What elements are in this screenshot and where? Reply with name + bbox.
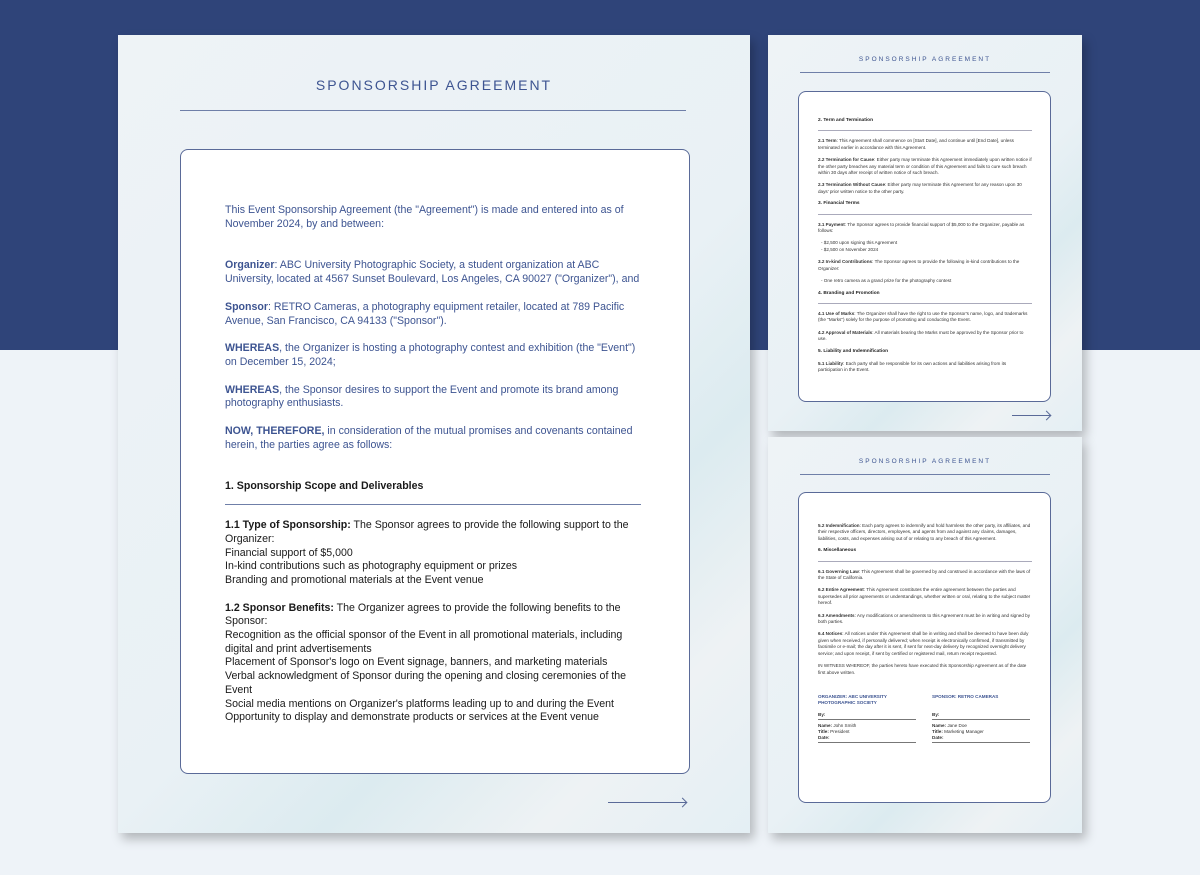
by-label: By:	[818, 711, 826, 717]
party-paragraph	[225, 425, 645, 452]
next-arrow-icon	[1012, 415, 1050, 416]
next-arrow-icon	[608, 802, 686, 803]
clause-item: Verbal acknowledgment of Sponsor during the opening and closing ceremonies of the Event	[225, 670, 627, 696]
clause-label: 1.2 Sponsor Benefits:	[225, 601, 334, 614]
clause-label: 5.2 Indemnification	[818, 523, 860, 528]
clause-label: 5.1 Liability	[818, 360, 844, 366]
clause-text: : Either party may terminate this Agreement immediately upon written notice if the other party breaches any material term or condition of this Agreement and fails to cure such breach within 30 days after receipt of written notice of such breach.	[818, 157, 1032, 176]
section-heading: 2. Term and Termination	[818, 118, 1032, 131]
clause-paragraph	[818, 222, 1032, 235]
clause-paragraph	[818, 259, 1032, 272]
name-label: Name:	[818, 722, 833, 728]
clause-paragraph	[818, 587, 1032, 606]
clause-paragraph	[818, 138, 1032, 151]
signature-by-line	[932, 712, 1030, 720]
clause-paragraph	[818, 157, 1032, 176]
title-value: President	[828, 728, 850, 734]
party-paragraph	[225, 301, 645, 328]
page-1	[118, 35, 750, 833]
clause-text: : All materials bearing the Marks must be approved by the Sponsor prior to use.	[818, 329, 1024, 342]
clause-paragraph	[818, 569, 1032, 582]
clause-text: The Organizer agrees to provide the following benefits to the Sponsor:	[225, 601, 621, 628]
party-paragraph	[225, 259, 645, 286]
clause-paragraph	[818, 631, 1032, 657]
signature-heading: SPONSOR: RETRO CAMERAS	[932, 693, 999, 699]
clause-paragraph	[818, 311, 1032, 324]
page-title: SPONSORSHIP AGREEMENT	[858, 56, 992, 63]
clause-label: 4.1 Use of Marks	[818, 310, 855, 316]
signature-block	[818, 694, 916, 746]
clause-text: : All notices under this Agreement shall be in writing and shall be deemed to have been duly given when received, if personally delivered; when receipt is electronically confirmed, if transmitted by facsimile or e-mail; the day after it is sent, if sent for next-day delivery by recognized overnight delivery service; and upon receipt, if sent by certified or registered mail, return receipt requested.	[818, 631, 1029, 656]
intro-paragraph: This Event Sponsorship Agreement (the "Agreement") is made and entered into as of November 2024, by and between:	[225, 204, 624, 230]
party-paragraph	[225, 342, 645, 369]
clause-item: Recognition as the official sponsor of the Event in all promotional materials, including digital and print advertisements	[225, 629, 623, 655]
clause-label: 6.3 Amendments	[818, 612, 855, 618]
signature-block	[932, 694, 1030, 746]
clause-text: : Any modifications or amendments to this Agreement must be in writing and signed by both parties.	[818, 612, 1031, 625]
party-text: , the Sponsor desires to support the Event and promote its brand among photography enthusiasts.	[225, 383, 619, 410]
section-heading: 4. Branding and Promotion	[818, 291, 1032, 304]
title-label: Title:	[932, 728, 943, 734]
by-label: By:	[932, 711, 940, 717]
clause-text: : Either party may terminate this Agreement for any reason upon 30 days' prior written notice to the other party.	[818, 182, 1022, 194]
clause-label: 3.2 In-kind Contributions	[818, 259, 873, 265]
clause-item: Financial support of $5,000	[225, 546, 353, 559]
party-text: : RETRO Cameras, a photography equipment retailer, located at 789 Pacific Avenue, San Francisco, CA 94133 ("Sponsor").	[225, 300, 625, 327]
party-text: in consideration of the mutual promises and covenants contained herein, the parties agree as follows:	[225, 425, 633, 451]
clause-label: 2.1 Term	[818, 138, 837, 144]
clause-label: 2.3 Termination Without Cause	[818, 182, 885, 188]
list-item: - $2,500 on November 2024	[821, 246, 879, 252]
name-value: Jane Doe	[946, 722, 967, 728]
page-2	[768, 35, 1082, 431]
page-title: SPONSORSHIP AGREEMENT	[858, 458, 992, 465]
clause-paragraph	[818, 361, 1032, 374]
clause-label: 1.1 Type of Sponsorship:	[225, 519, 351, 532]
clause-text: : The Sponsor agrees to provide the following in-kind contributions to the Organizer:	[818, 259, 1020, 271]
signature-date	[932, 735, 1030, 743]
title-divider	[800, 474, 1050, 475]
clause-label: 4.2 Approval of Materials	[818, 329, 873, 335]
clause-text: : Each party shall be responsible for its own actions and liabilities arising from its participation in the Event.	[818, 360, 1007, 373]
clause	[225, 519, 645, 588]
section-heading: 3. Financial Terms	[818, 201, 1032, 214]
section-heading: 6. Miscellaneous	[818, 548, 1032, 561]
section-heading: 5. Liability and Indemnification	[818, 348, 889, 354]
clause-item: Opportunity to display and demonstrate products or services at the Event venue	[225, 711, 599, 724]
list-item: - One retro camera as a grand prize for the photography contest	[821, 278, 952, 284]
clause-paragraph	[818, 613, 1032, 626]
content-box	[798, 492, 1051, 803]
signature-by-line	[818, 712, 916, 720]
clause-text: : This Agreement shall be governed by and construed in accordance with the laws of the State of California.	[818, 568, 1031, 581]
date-label: Date:	[932, 734, 944, 740]
party-label: NOW, THEREFORE,	[225, 425, 325, 438]
title-value: Marketing Manager	[942, 728, 984, 734]
party-label: Sponsor	[225, 300, 268, 313]
clause-paragraph	[818, 182, 1032, 195]
clause-label: 3.1 Payment	[818, 221, 845, 227]
title-divider	[180, 110, 686, 111]
page-title: SPONSORSHIP AGREEMENT	[315, 77, 553, 93]
clause-text: : The Sponsor agrees to provide financial support of $5,000 to the Organizer, payable as follows:	[818, 221, 1025, 234]
title-divider	[800, 72, 1050, 73]
clause-text: : This Agreement constitutes the entire agreement between the parties and supersedes all prior agreements or understandings, whether written or oral, relating to the subject matter hereof.	[818, 587, 1031, 606]
section-heading: 1. Sponsorship Scope and Deliverables	[225, 480, 641, 505]
clause-label: 2.2 Termination for Cause	[818, 157, 875, 163]
party-paragraph	[225, 384, 645, 411]
list-item: - $2,500 upon signing this Agreement	[821, 240, 898, 246]
clause-label: 6.4 Notices	[818, 631, 843, 637]
clause-text: IN WITNESS WHEREOF, the parties hereto have executed this Sponsorship Agreement as of the date first above written.	[818, 663, 1027, 675]
clause-item: In-kind contributions such as photography equipment or prizes	[225, 560, 518, 573]
title-label: Title:	[818, 728, 829, 734]
clause-text: : This Agreement shall commence on [Start Date], and continue until [End Date], unless terminated earlier in accordance with this Agreement.	[818, 138, 1014, 150]
clause-item: Branding and promotional materials at the Event venue	[225, 573, 484, 586]
party-text: , the Organizer is hosting a photography contest and exhibition (the "Event") on December 15, 2024;	[225, 342, 636, 368]
clause-text: The Sponsor agrees to provide the following support to the Organizer:	[225, 519, 629, 545]
parties-list	[225, 259, 645, 452]
clause-paragraph	[818, 523, 1032, 542]
name-label: Name:	[932, 722, 947, 728]
clause	[225, 602, 645, 725]
date-label: Date:	[818, 734, 830, 740]
clause-label: 6.2 Entire Agreement	[818, 587, 864, 593]
clause-text: : The Organizer shall have the right to use the Sponsor's name, logo, and trademarks (the "Marks") solely for the purpose of promoting and conducting the Event.	[818, 310, 1028, 323]
content-box	[180, 149, 690, 774]
content-box	[798, 91, 1051, 402]
page-3	[768, 437, 1082, 833]
signature-blocks	[818, 694, 1032, 746]
clause-item: Placement of Sponsor's logo on Event signage, banners, and marketing materials	[225, 656, 608, 669]
clauses-list	[225, 519, 645, 725]
clause-paragraph	[818, 330, 1032, 343]
signature-date	[818, 735, 916, 743]
clause-paragraph	[818, 663, 1032, 676]
party-label: WHEREAS	[225, 342, 280, 355]
clause-item: Social media mentions on Organizer's platforms leading up to and during the Event	[225, 697, 614, 710]
clause-text: : Each party agrees to indemnify and hold harmless the other party, its affiliates, and their respective officers, directors, employees, and agents from and against any claims, damages, liabilities, costs, and expenses arising out of or relating to any breach of this Agreement.	[818, 523, 1031, 541]
signature-heading: ORGANIZER: ABC UNIVERSITY PHOTOGRAPHIC SOCIETY	[818, 693, 887, 705]
party-label: WHEREAS	[225, 383, 280, 396]
clause-label: 6.1 Governing Law	[818, 568, 859, 574]
party-label: Organizer	[225, 259, 275, 272]
party-text: : ABC University Photographic Society, a student organization at ABC University, located at 4567 Sunset Boulevard, Los Angeles, CA 90027 ("Organizer"), and	[225, 259, 640, 286]
name-value: John Smith	[832, 722, 857, 728]
